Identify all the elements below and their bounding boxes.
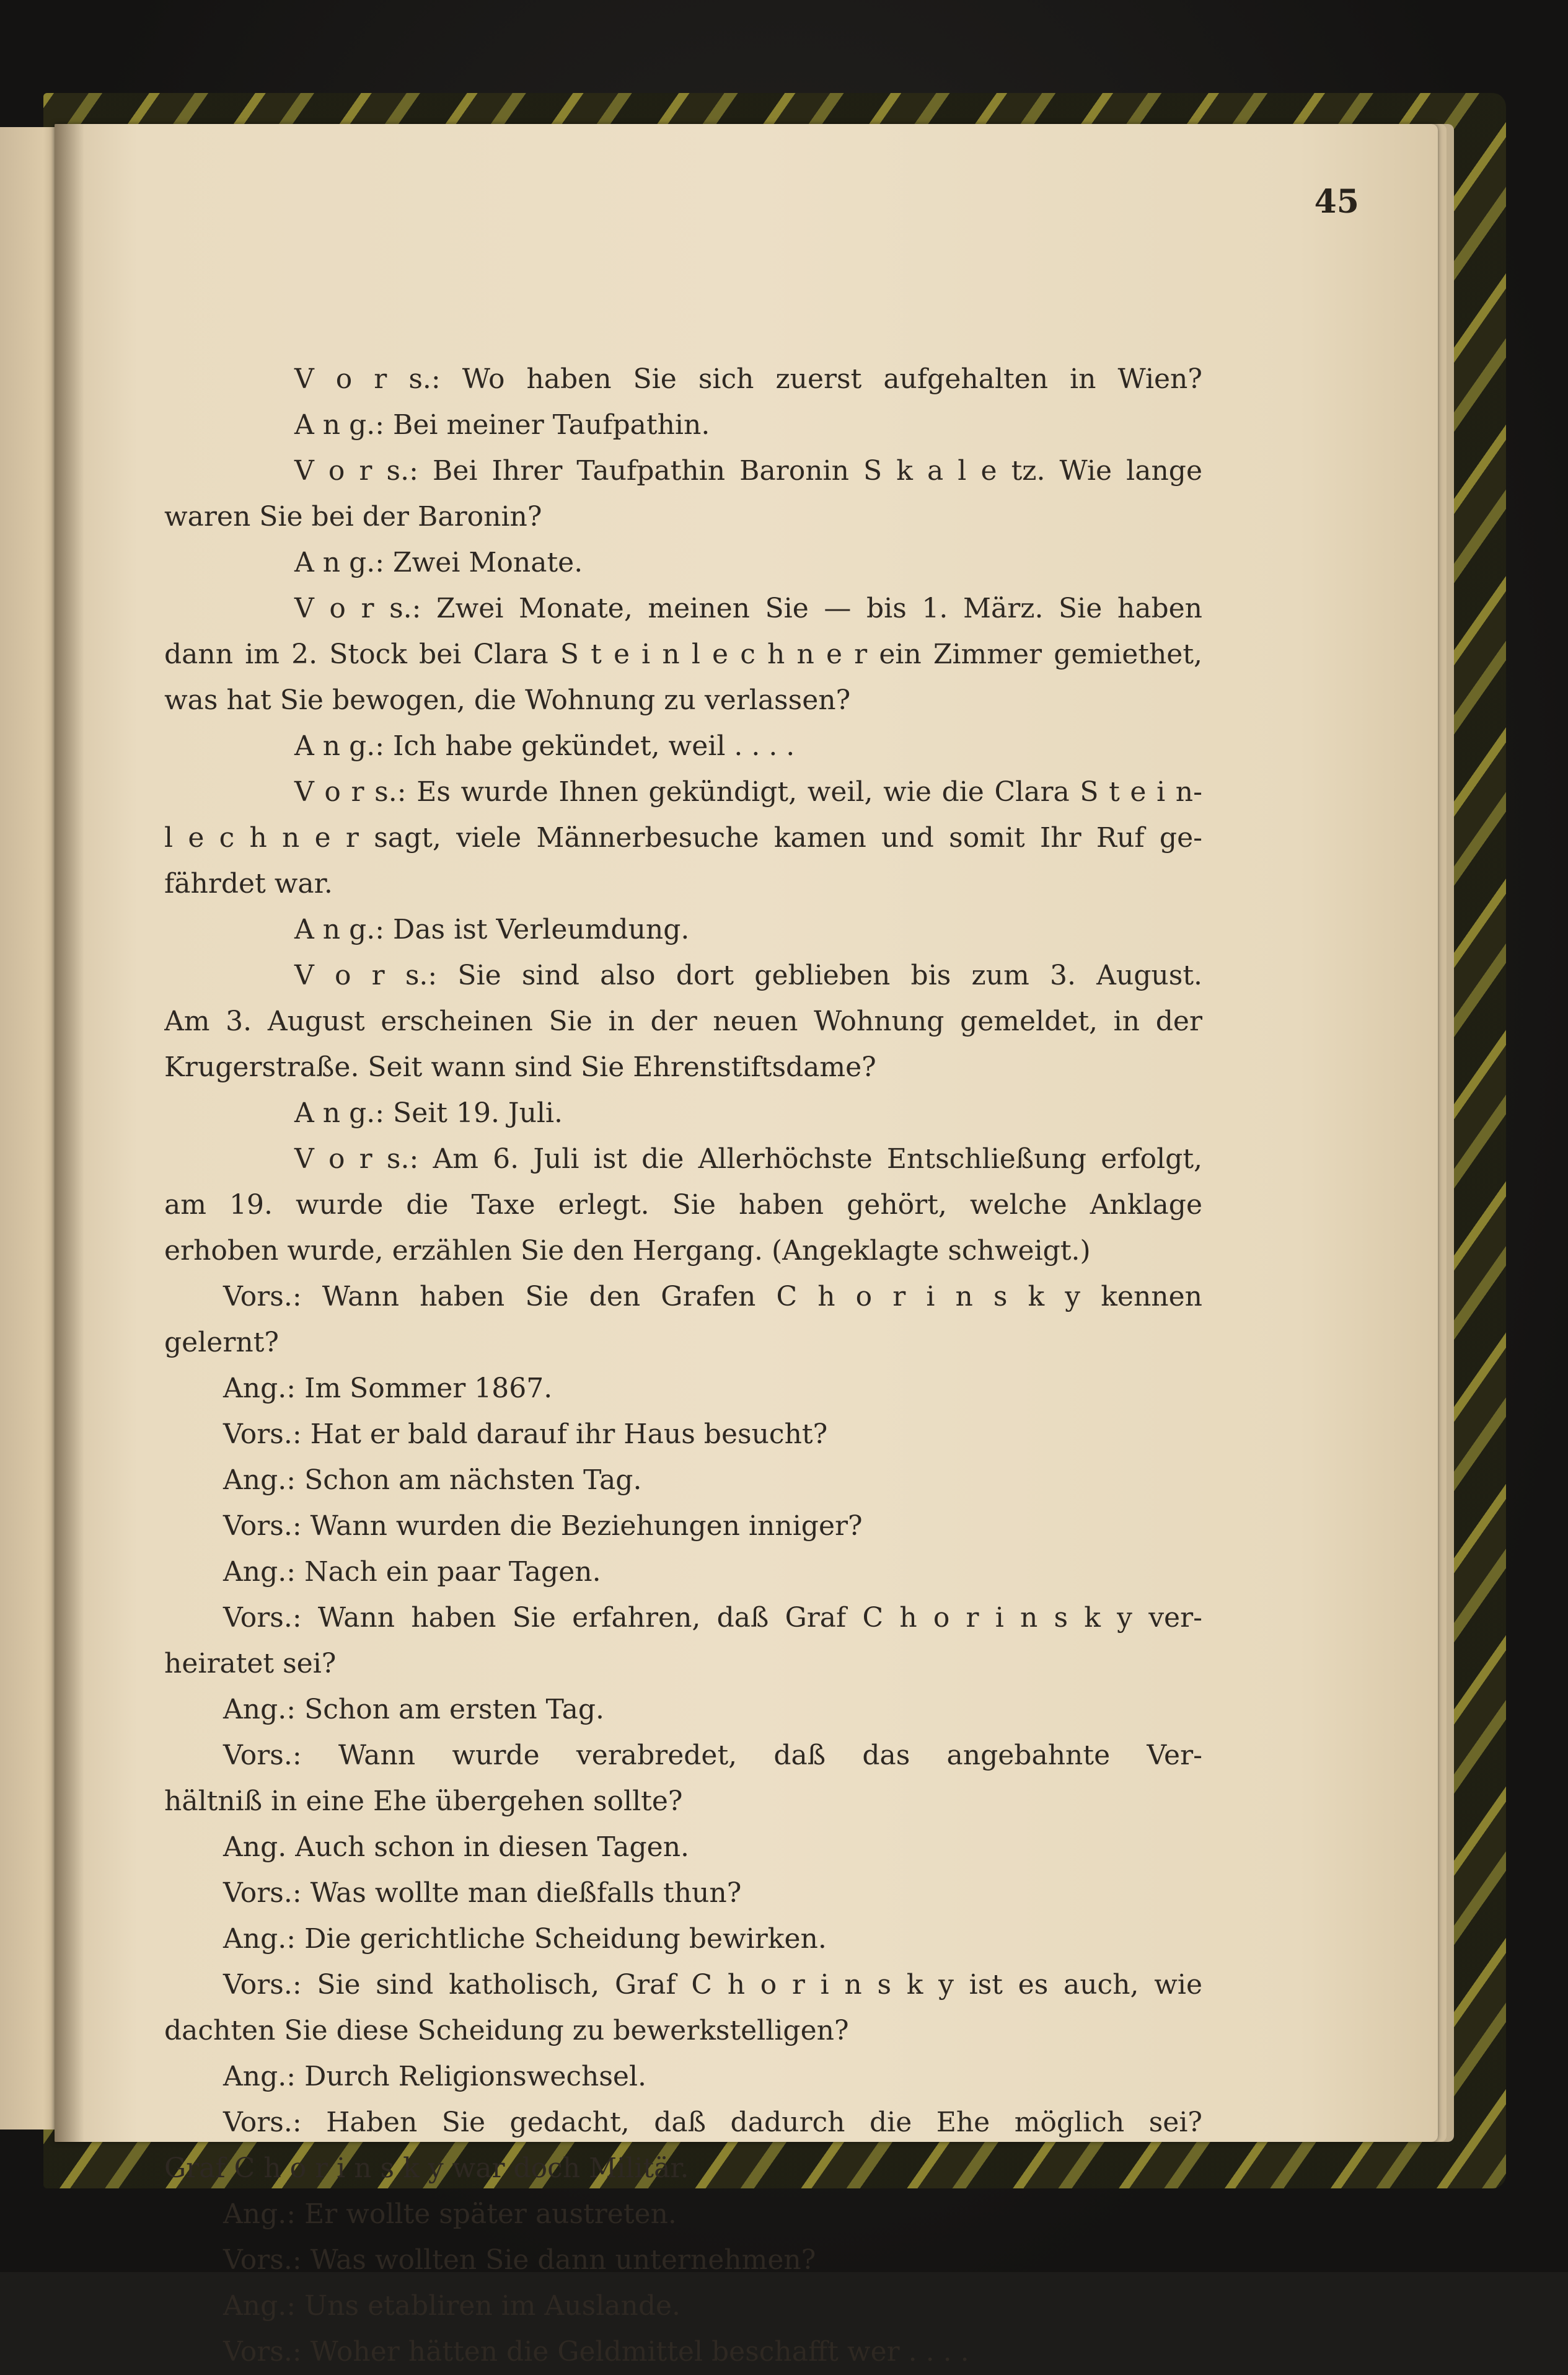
text-line: V o r s.: Am 6. Juli ist die Allerhöchste Entschließung erfolgt, bbox=[294, 1143, 1202, 1175]
text-line: Ang.: Durch Religionswechsel. bbox=[223, 2061, 647, 2092]
text-line: Vors.: Was wollte man dießfalls thun? bbox=[223, 1877, 742, 1909]
text-line: A n g.: Ich habe gekündet, weil . . . . bbox=[294, 730, 795, 762]
text-line: Vors.: Haben Sie gedacht, daß dadurch die Ehe möglich sei? bbox=[223, 2107, 1202, 2138]
page-number: 45 bbox=[1314, 183, 1359, 221]
text-line: A n g.: Das ist Verleumdung. bbox=[294, 914, 690, 945]
text-line: Ang.: Im Sommer 1867. bbox=[223, 1373, 553, 1404]
text-line: Krugerstraße. Seit wann sind Sie Ehrenstiftsdame? bbox=[164, 1051, 876, 1083]
text-line: Vors.: Hat er bald darauf ihr Haus besucht? bbox=[223, 1418, 828, 1450]
text-line: V o r s.: Zwei Monate, meinen Sie — bis 1. März. Sie haben bbox=[294, 593, 1202, 624]
text-line: A n g.: Bei meiner Taufpathin. bbox=[294, 409, 710, 441]
page-gutter-shadow bbox=[55, 124, 84, 2142]
text-line: A n g.: Seit 19. Juli. bbox=[294, 1097, 563, 1129]
text-line: heiratet sei? bbox=[164, 1648, 337, 1679]
text-line: fährdet war. bbox=[164, 868, 333, 900]
text-line: was hat Sie bewogen, die Wohnung zu verlassen? bbox=[164, 684, 851, 716]
text-line: A n g.: Zwei Monate. bbox=[294, 547, 583, 578]
text-line: Ang.: Schon am nächsten Tag. bbox=[223, 1464, 642, 1496]
text-line: V o r s.: Bei Ihrer Taufpathin Baronin S k a l e tz. Wie lange bbox=[294, 455, 1202, 487]
text-line: waren Sie bei der Baronin? bbox=[164, 501, 542, 533]
text-line: Ang.: Er wollte später austreten. bbox=[223, 2198, 677, 2230]
text-line: Ang.: Uns etabliren im Auslande. bbox=[223, 2290, 681, 2322]
text-line: Vors.: Wann wurde verabredet, daß das angebahnte Ver- bbox=[223, 1740, 1202, 1771]
text-line: gelernt? bbox=[164, 1327, 279, 1358]
page-text bbox=[164, 356, 1202, 2375]
text-line: Vors.: Sie sind katholisch, Graf C h o r i n s k y ist es auch, wie bbox=[223, 1969, 1202, 2001]
text-line: Ang.: Die gerichtliche Scheidung bewirken. bbox=[223, 1923, 827, 1955]
text-line: V o r s.: Sie sind also dort geblieben bis zum 3. August. bbox=[294, 960, 1202, 991]
text-line: Vors.: Woher hätten die Geldmittel beschafft wer . . . . bbox=[223, 2336, 969, 2368]
text-line: Ang.: Schon am ersten Tag. bbox=[223, 1694, 604, 1725]
left-page-edge bbox=[0, 127, 62, 2130]
text-line: V o r s.: Wo haben Sie sich zuerst aufgehalten in Wien? bbox=[294, 363, 1202, 395]
text-line: am 19. wurde die Taxe erlegt. Sie haben gehört, welche Anklage bbox=[164, 1189, 1202, 1221]
text-line: erhoben wurde, erzählen Sie den Hergang. (Angeklagte schweigt.) bbox=[164, 1235, 1091, 1267]
text-line: V o r s.: Es wurde Ihnen gekündigt, weil, wie die Clara S t e i n- bbox=[294, 776, 1202, 808]
text-line: Ang. Auch schon in diesen Tagen. bbox=[223, 1831, 690, 1863]
text-line: hältniß in eine Ehe übergehen sollte? bbox=[164, 1785, 683, 1817]
text-line: Vors.: Was wollten Sie dann unternehmen? bbox=[223, 2244, 816, 2276]
text-line: l e c h n e r sagt, viele Männerbesuche kamen und somit Ihr Ruf ge- bbox=[164, 822, 1202, 854]
text-line: Ang.: Nach ein paar Tagen. bbox=[223, 1556, 601, 1588]
text-line: Graf C h o r i n s k y war doch Militär. bbox=[164, 2152, 689, 2184]
text-line: dann im 2. Stock bei Clara S t e i n l e c h n e r ein Zimmer gemiethet, bbox=[164, 639, 1202, 670]
text-line: dachten Sie diese Scheidung zu bewerkstelligen? bbox=[164, 2015, 849, 2046]
text-line: Am 3. August erscheinen Sie in der neuen Wohnung gemeldet, in der bbox=[164, 1006, 1202, 1037]
text-line: Vors.: Wann wurden die Beziehungen inniger? bbox=[223, 1510, 863, 1542]
text-line: Vors.: Wann haben Sie erfahren, daß Graf C h o r i n s k y ver- bbox=[223, 1602, 1202, 1634]
text-line: Vors.: Wann haben Sie den Grafen C h o r i n s k y kennen bbox=[223, 1281, 1202, 1312]
